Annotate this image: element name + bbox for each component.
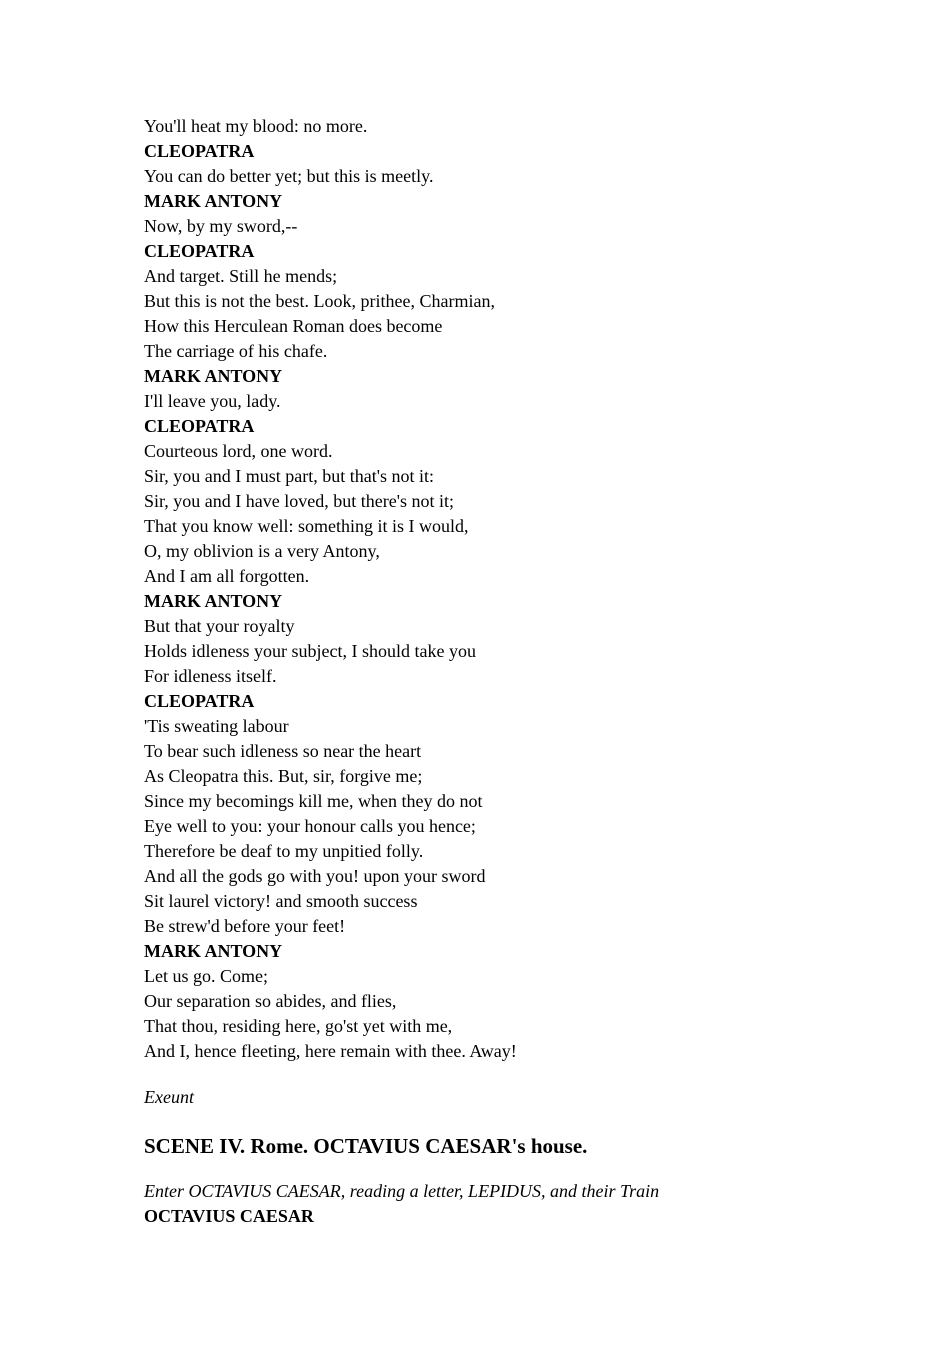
scene-heading: SCENE IV. Rome. OCTAVIUS CAESAR's house. <box>144 1134 588 1158</box>
speaker-name: MARK ANTONY <box>144 591 283 611</box>
dialogue-line: 'Tis sweating labour <box>144 716 289 736</box>
dialogue-line: Let us go. Come; <box>144 966 268 986</box>
speaker-name: MARK ANTONY <box>144 366 283 386</box>
dialogue-line: And target. Still he mends; <box>144 266 338 286</box>
dialogue-line: You'll heat my blood: no more. <box>144 116 368 136</box>
dialogue-line: Since my becomings kill me, when they do not <box>144 791 483 811</box>
dialogue-line: Eye well to you: your honour calls you hence; <box>144 816 476 836</box>
dialogue-line: How this Herculean Roman does become <box>144 316 443 336</box>
dialogue-line: You can do better yet; but this is meetly. <box>144 166 434 186</box>
dialogue-line: And I, hence fleeting, here remain with thee. Away! <box>144 1041 517 1061</box>
dialogue-line: That thou, residing here, go'st yet with me, <box>144 1016 453 1036</box>
dialogue-line: As Cleopatra this. But, sir, forgive me; <box>144 766 423 786</box>
dialogue-line: And all the gods go with you! upon your sword <box>144 866 486 886</box>
dialogue-line: But that your royalty <box>144 616 295 636</box>
speaker-name: CLEOPATRA <box>144 141 255 161</box>
dialogue-line: Sir, you and I have loved, but there's not it; <box>144 491 454 511</box>
dialogue-line: And I am all forgotten. <box>144 566 310 586</box>
dialogue-line: The carriage of his chafe. <box>144 341 328 361</box>
speaker-name: OCTAVIUS CAESAR <box>144 1206 314 1226</box>
dialogue-line: I'll leave you, lady. <box>144 391 281 411</box>
dialogue-line: Holds idleness your subject, I should take you <box>144 641 476 661</box>
dialogue-line: Courteous lord, one word. <box>144 441 333 461</box>
dialogue-line: But this is not the best. Look, prithee, Charmian, <box>144 291 495 311</box>
play-text <box>144 114 864 1229</box>
dialogue-line: Therefore be deaf to my unpitied folly. <box>144 841 424 861</box>
dialogue-line: For idleness itself. <box>144 666 277 686</box>
dialogue-line: Now, by my sword,-- <box>144 216 298 236</box>
speaker-name: CLEOPATRA <box>144 241 255 261</box>
dialogue-line: O, my oblivion is a very Antony, <box>144 541 380 561</box>
dialogue-line: That you know well: something it is I would, <box>144 516 469 536</box>
stage-direction-exeunt: Exeunt <box>144 1087 194 1107</box>
speaker-name: CLEOPATRA <box>144 691 255 711</box>
speaker-name: MARK ANTONY <box>144 191 283 211</box>
speaker-name: MARK ANTONY <box>144 941 283 961</box>
dialogue-line: To bear such idleness so near the heart <box>144 741 422 761</box>
speaker-name: CLEOPATRA <box>144 416 255 436</box>
dialogue-line: Sit laurel victory! and smooth success <box>144 891 418 911</box>
dialogue-line: Be strew'd before your feet! <box>144 916 346 936</box>
dialogue-line: Sir, you and I must part, but that's not it: <box>144 466 435 486</box>
dialogue-line: Our separation so abides, and flies, <box>144 991 397 1011</box>
stage-direction: Enter OCTAVIUS CAESAR, reading a letter, LEPIDUS, and their Train <box>144 1181 660 1201</box>
